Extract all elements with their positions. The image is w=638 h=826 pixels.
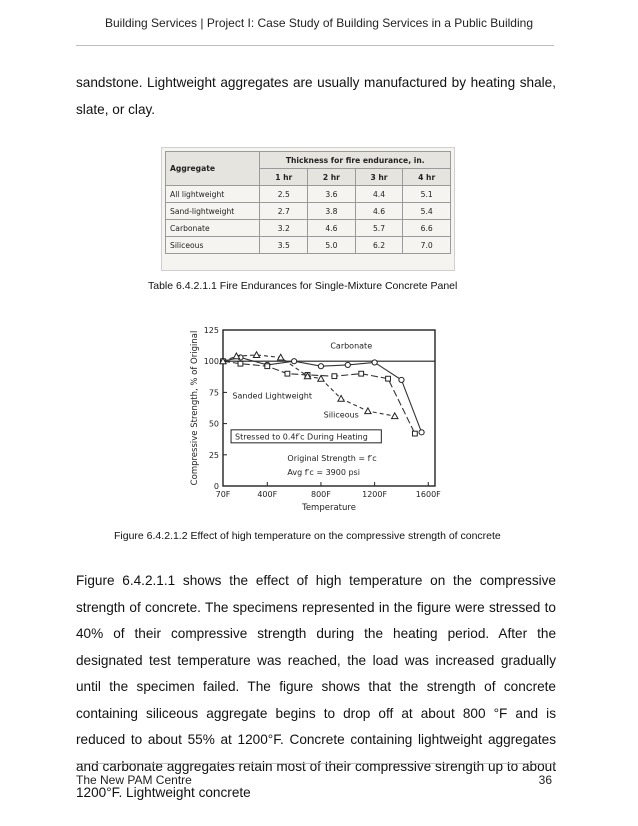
table-cell-name: All lightweight [166, 186, 260, 203]
y-tick-label: 75 [208, 388, 219, 398]
fire-endurance-table-image [161, 147, 455, 271]
table-col-header: 3 hr [355, 169, 403, 186]
data-point-square [332, 374, 337, 379]
data-point-circle [318, 364, 323, 369]
label-average-strength: Avg f′c = 3900 psi [287, 467, 360, 477]
page-number: 36 [538, 773, 552, 787]
data-point-circle [372, 360, 377, 365]
paragraph-main: Figure 6.4.2.1.1 shows the effect of high temperature on the compressive strength of concrete. The specimens represented in the figure were stressed to 40% of their compressive strength during the heating period. After the designated test temperature was reached, the load was increased gradually until the specimen failed. The figure shows that the strength of concrete containing siliceous aggregate begins to drop off at about 800 °F and is reduced to about 55% at 1200°F. Concrete containing lightweight aggregates and carbonate aggregates retain most of their compressive strength up to about 1200°F. Lightweight concrete [76, 573, 556, 800]
y-tick-label: 50 [208, 419, 219, 429]
table-cell: 3.5 [260, 237, 308, 254]
table-col-header: 4 hr [403, 169, 451, 186]
data-point-square [386, 376, 391, 381]
x-tick-label: 1600F [415, 490, 441, 499]
stressed-note: Stressed to 0.4f′c During Heating [235, 432, 368, 442]
table-cell: 5.1 [403, 186, 451, 203]
data-point-square [412, 431, 417, 436]
table-cell: 5.4 [403, 203, 451, 220]
x-tick-label: 800F [311, 490, 331, 499]
table-cell-name: Siliceous [166, 237, 260, 254]
label-siliceous: Siliceous [323, 410, 359, 420]
table-cell: 3.2 [260, 220, 308, 237]
table-row [166, 220, 451, 237]
table-cell-name: Carbonate [166, 220, 260, 237]
table-col-header: 1 hr [260, 169, 308, 186]
table-cell: 7.0 [403, 237, 451, 254]
temperature-strength-chart [185, 322, 450, 522]
y-tick-label: 100 [203, 357, 219, 367]
data-point-circle [292, 359, 297, 364]
table-cell-name: Sand-lightweight [166, 203, 260, 220]
x-tick-label: 400F [257, 490, 278, 499]
table-row [166, 203, 451, 220]
x-tick-label: 1200F [362, 490, 388, 499]
page-header: Building Services | Project I: Case Study of Building Services in a Public Building [105, 16, 533, 30]
data-point-circle [345, 362, 350, 367]
data-point-square [238, 361, 243, 366]
table-cell: 2.5 [260, 186, 308, 203]
y-axis-label: Compressive Strength, % of Original [190, 330, 200, 486]
y-tick-label: 125 [203, 326, 219, 335]
data-point-square [285, 371, 290, 376]
data-point-circle [419, 430, 424, 435]
data-point-square [359, 371, 364, 376]
table-cell: 5.0 [308, 237, 356, 254]
y-tick-label: 25 [208, 450, 219, 460]
table-cell: 6.6 [403, 220, 451, 237]
table-row [166, 237, 451, 254]
x-tick-label: 70F [215, 490, 231, 499]
label-original-strength: Original Strength = f′c [287, 454, 377, 464]
label-sanded-lightweight: Sanded Lightweight [232, 391, 313, 401]
data-point-square [265, 364, 270, 369]
table-col-header: 2 hr [308, 169, 356, 186]
paragraph-intro: sandstone. Lightweight aggregates are usually manufactured by heating shale, slate, or clay. [76, 75, 556, 117]
table-cell: 4.4 [355, 186, 403, 203]
table-cell: 3.8 [308, 203, 356, 220]
fire-endurance-table [165, 151, 451, 254]
header-rule [76, 45, 554, 46]
table-header-aggregate: Aggregate [166, 152, 260, 186]
table-header-thickness: Thickness for fire endurance, in. [260, 152, 451, 169]
data-point-circle [399, 377, 404, 382]
footer-rule [76, 763, 554, 764]
table-caption: Table 6.4.2.1.1 Fire Endurances for Single-Mixture Concrete Panel [148, 280, 458, 292]
table-cell: 4.6 [355, 203, 403, 220]
label-carbonate: Carbonate [330, 341, 373, 351]
table-cell: 3.6 [308, 186, 356, 203]
x-axis-label: Temperature [302, 503, 356, 513]
table-cell: 6.2 [355, 237, 403, 254]
y-tick-label: 0 [213, 482, 219, 491]
table-cell: 2.7 [260, 203, 308, 220]
table-row [166, 186, 451, 203]
table-cell: 5.7 [355, 220, 403, 237]
footer-title: The New PAM Centre [76, 773, 192, 787]
table-cell: 4.6 [308, 220, 356, 237]
figure-caption: Figure 6.4.2.1.2 Effect of high temperature on the compressive strength of concrete [114, 530, 501, 542]
